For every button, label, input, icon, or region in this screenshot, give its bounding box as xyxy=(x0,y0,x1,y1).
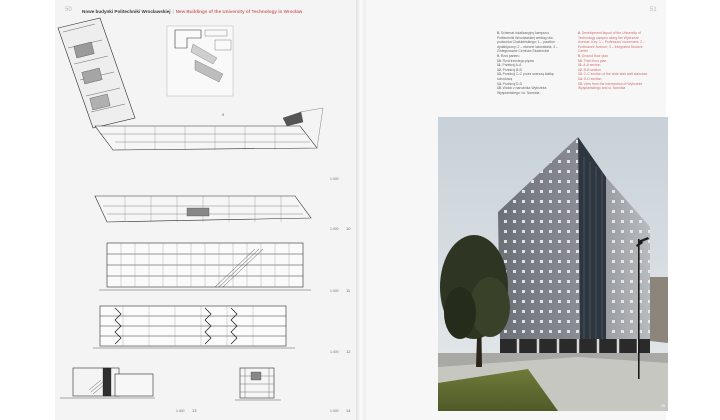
scale-label-14: 1:400 xyxy=(330,409,339,413)
scale-label-11: 1:400 xyxy=(330,289,339,293)
section-c-c xyxy=(60,368,155,398)
legend-item: 8. Schemat lokalizacyjny kampusu Politechniki Wrocławskiej według ulic: podwórka Chałubińskiego; 1 – pawilon dydaktyczny; 2 – obecne laboratoria; 3 – Zintegrowane Centrum Studenckie xyxy=(497,31,558,54)
figure-label-10: 10 xyxy=(346,226,351,231)
title-polish: Nowe budynki Politechniki Wrocławskiej xyxy=(82,9,171,14)
scale-label-9: 1:400 xyxy=(330,177,339,181)
legend-item: 12. B-B section xyxy=(578,67,602,72)
legend-polish xyxy=(497,31,565,95)
legend-item: 10. Rzut trzeciego piętra xyxy=(497,58,534,63)
scale-label-13: 1:400 xyxy=(176,409,185,413)
scale-label-10: 1:400 xyxy=(330,227,339,231)
legend-item: 8. Development layout of the University of Technology campus along the Wybrzeże Avenue. Key: 1 – Professors' movement; 2 – Professors' Avenue; 3 – Integrated Student Center xyxy=(578,31,645,54)
legend-english xyxy=(578,31,650,91)
section-a-a xyxy=(99,243,311,290)
legend-item: 15. View from the intersection of Wybrzeże Wyspiańskiego and ul. Norwida xyxy=(578,81,643,91)
third-floor-plan xyxy=(95,196,311,222)
title-english: New Buildings of the University of Technology in Wrocław xyxy=(175,9,303,14)
legend-item: 12. Przekrój B-B xyxy=(497,67,522,72)
title-separator: | xyxy=(172,9,174,14)
page-number-left: 50 xyxy=(65,7,72,13)
building-photo xyxy=(438,117,668,411)
page-number-right: 51 xyxy=(650,7,657,13)
legend-item: 9. Rzut parteru xyxy=(497,53,520,58)
legend-item: 13. Przekrój C-C przez szerszą klatkę schodową xyxy=(497,72,554,81)
figure-label-9: 9 xyxy=(222,112,225,117)
legend-item: 15. Widok z narożnika Wybrzeża Wyspiańskiego i ul. Norwida xyxy=(497,86,547,95)
legend-item: 11. Przekrój A-A xyxy=(497,63,522,68)
legend-item: 10. Third floor plan xyxy=(578,58,607,63)
legend-item: 13. C-C section of the wide stair well staircase xyxy=(578,72,648,77)
legend-item: 11. A-A section xyxy=(578,63,601,68)
legend-item: 14. D-D section xyxy=(578,76,602,81)
figure-label-13: 13 xyxy=(192,408,197,413)
site-plan xyxy=(167,26,233,96)
section-b-b xyxy=(93,306,295,348)
legend-item: 14. Przekrój D-D xyxy=(497,81,523,86)
scale-label-12: 1:400 xyxy=(330,350,339,354)
figure-label-12: 12 xyxy=(346,349,351,354)
legend-item: 9. Ground floor plan xyxy=(578,53,608,58)
figure-label-11: 11 xyxy=(346,288,351,293)
architectural-drawings xyxy=(55,0,360,420)
figure-label-14: 14 xyxy=(346,408,351,413)
photo-figure-number: 15 xyxy=(661,404,665,408)
section-d-d xyxy=(235,368,281,400)
